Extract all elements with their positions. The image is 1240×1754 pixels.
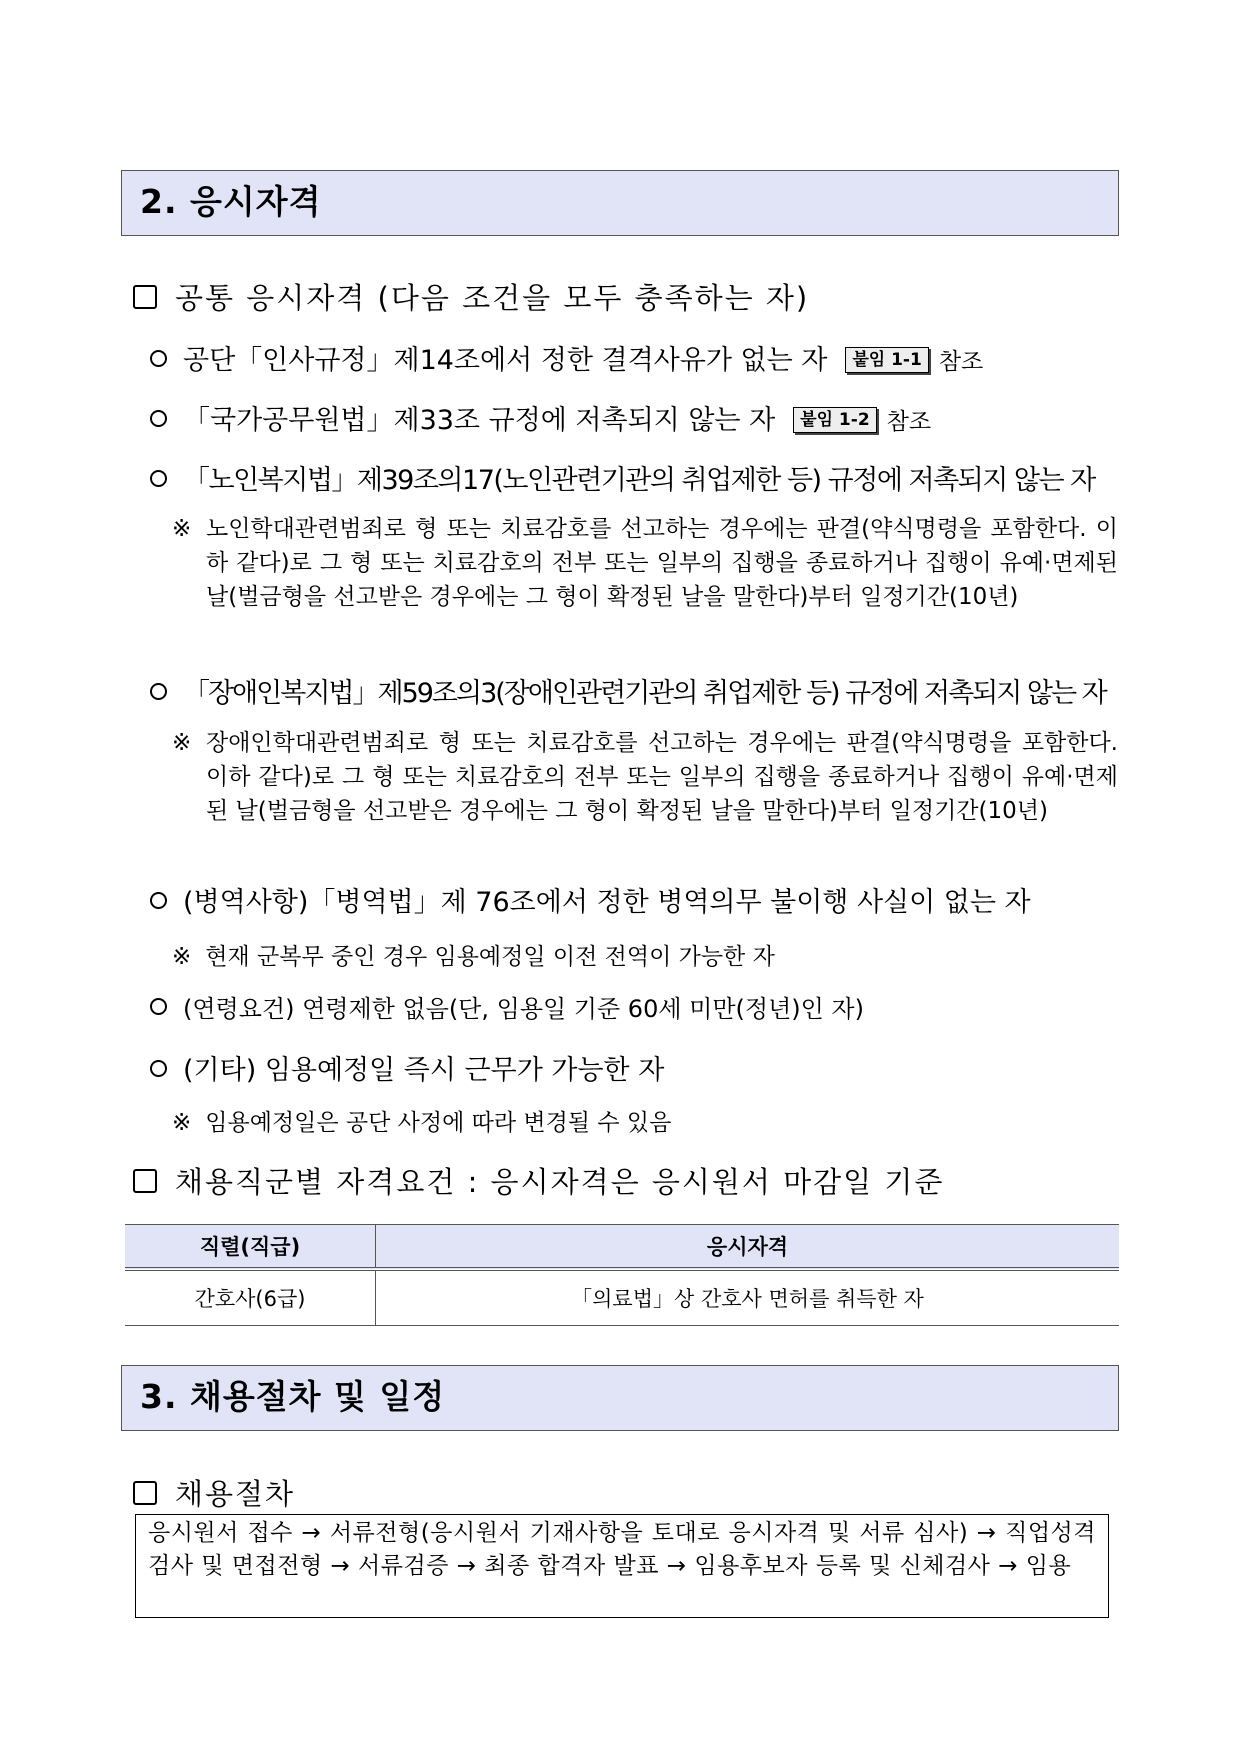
procedure-box	[135, 1514, 1109, 1618]
qualification-table	[125, 1224, 1119, 1326]
qualification-item-5	[150, 880, 1031, 919]
reference-mark-icon: ※	[172, 516, 192, 542]
circle-bullet-icon	[150, 998, 167, 1015]
note-5-text: 현재 군복무 중인 경우 임용예정일 이전 전역이 가능한 자	[205, 944, 775, 970]
reference-mark-icon: ※	[172, 1110, 192, 1136]
job-heading-text: 채용직군별 자격요건 : 응시자격은 응시원서 마감일 기준	[175, 1165, 945, 1199]
table-cell: 간호사(6급)	[125, 1269, 376, 1326]
table-header-row	[125, 1225, 1119, 1270]
circle-bullet-icon	[150, 892, 167, 909]
qualification-item-2	[150, 398, 931, 437]
square-bullet-icon	[133, 1169, 157, 1193]
note-3	[172, 512, 1118, 614]
circle-bullet-icon	[150, 1060, 167, 1077]
item-6-text: (연령요건) 연령제한 없음(단, 임용일 기준 60세 미만(정년)인 자)	[183, 995, 864, 1023]
note-4-text: 장애인학대관련범죄로 형 또는 치료감호를 선고하는 경우에는 판결(약식명령을 포함한다. 이하 같다)로 그 형 또는 치료감호의 전부 또는 일부의 집행을 종료하거나 집행이 유예·면제된 날(벌금형을 선고받은 경우에는 그 형이 확정된 날을 말한다)부터 일정기간(10년)	[206, 730, 1118, 824]
reference-mark-icon: ※	[172, 944, 192, 970]
item-1-text: 공단「인사규정」제14조에서 정한 결격사유가 없는 자	[183, 345, 828, 376]
table-cell: 「의료법」상 간호사 면허를 취득한 자	[376, 1269, 1120, 1326]
section-3-header	[121, 1365, 1119, 1431]
attachment-1-1-tag: 붙임 1-1	[845, 347, 928, 373]
note-7-text: 임용예정일은 공단 사정에 따라 변경될 수 있음	[205, 1110, 672, 1136]
circle-bullet-icon	[150, 470, 167, 487]
item-1-suffix: 참조	[938, 349, 984, 375]
table-header-cell: 응시자격	[376, 1225, 1120, 1270]
table-header-cell: 직렬(직급)	[125, 1225, 376, 1270]
qualification-item-3	[150, 458, 1095, 497]
item-3-text: 「노인복지법」제39조의17(노인관련기관의 취업제한 등) 규정에 저촉되지 않는 자	[183, 465, 1095, 496]
procedure-heading	[133, 1472, 295, 1513]
item-2-text: 「국가공무원법」제33조 규정에 저촉되지 않는 자	[183, 405, 776, 436]
circle-bullet-icon	[150, 350, 167, 367]
square-bullet-icon	[133, 1481, 157, 1505]
item-5-text: (병역사항)「병역법」제 76조에서 정한 병역의무 불이행 사실이 없는 자	[183, 887, 1031, 918]
job-qualification-heading	[133, 1160, 944, 1201]
section-2-title: 2. 응시자격	[140, 182, 322, 221]
qualification-item-7	[150, 1048, 664, 1087]
square-bullet-icon	[133, 285, 157, 309]
section-3-title: 3. 채용절차 및 일정	[140, 1377, 446, 1416]
common-qualification-heading	[133, 276, 809, 317]
note-4	[172, 726, 1118, 828]
qualification-item-1	[150, 338, 983, 377]
reference-mark-icon: ※	[172, 730, 192, 756]
section-2-header	[121, 170, 1119, 236]
common-heading-text: 공통 응시자격 (다음 조건을 모두 충족하는 자)	[175, 281, 810, 315]
note-3-text: 노인학대관련범죄로 형 또는 치료감호를 선고하는 경우에는 판결(약식명령을 포함한다. 이하 같다)로 그 형 또는 치료감호의 전부 또는 일부의 집행을 종료하거나 집행이 유예·면제된 날(벌금형을 선고받은 경우에는 그 형이 확정된 날을 말한다)부터 일정기간(10년)	[206, 516, 1118, 610]
attachment-1-2-tag: 붙임 1-2	[793, 407, 876, 433]
circle-bullet-icon	[150, 410, 167, 427]
note-5	[172, 938, 775, 971]
procedure-text: 응시원서 접수 → 서류전형(응시원서 기재사항을 토대로 응시자격 및 서류 심사) → 직업성격 검사 및 면접전형 → 서류검증 → 최종 합격자 발표 → 임용후보자 등록 및 신체검사 → 임용	[148, 1520, 1096, 1579]
note-7	[172, 1104, 671, 1137]
item-7-text: (기타) 임용예정일 즉시 근무가 가능한 자	[183, 1055, 665, 1086]
qualification-item-4	[150, 671, 1106, 710]
table-row	[125, 1269, 1119, 1326]
qualification-item-6	[150, 989, 864, 1024]
procedure-heading-text: 채용절차	[175, 1477, 296, 1511]
item-4-text: 「장애인복지법」제59조의3(장애인관련기관의 취업제한 등) 규정에 저촉되지 않는 자	[183, 678, 1106, 709]
circle-bullet-icon	[150, 683, 167, 700]
item-2-suffix: 참조	[886, 409, 932, 435]
